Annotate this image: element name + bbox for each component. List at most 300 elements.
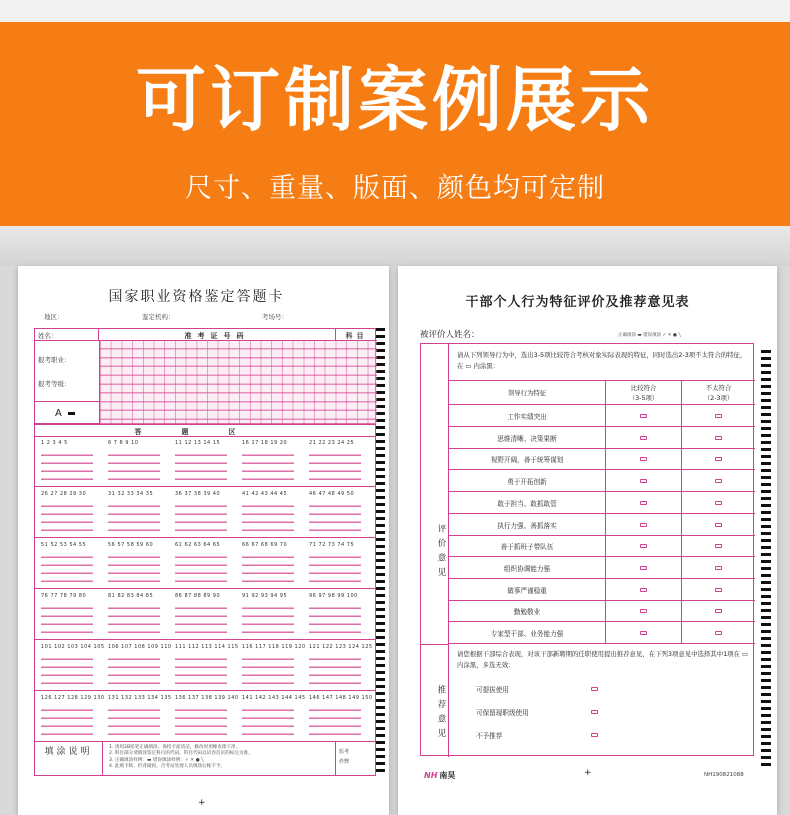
timing-mark [761, 630, 771, 633]
answer-bubbles[interactable] [242, 448, 294, 484]
ticket-number-bubbles [99, 341, 377, 425]
feature-label: 敢于担当、敢抓敢管 [497, 499, 557, 508]
timing-mark [761, 693, 771, 696]
timing-mark [375, 622, 385, 625]
question-numbers: 21 22 23 24 25 [309, 440, 355, 446]
answer-block [35, 488, 375, 538]
fit-cell [605, 514, 681, 536]
timing-mark [761, 763, 771, 766]
answer-area-label: 答题区 [35, 425, 375, 437]
agency-label: 鉴定机构： [142, 313, 175, 321]
feature-label: 勤勉敬业 [513, 608, 541, 617]
answer-block [35, 590, 375, 640]
question-numbers: 116 117 118 119 120 [242, 644, 306, 650]
fit-cell [605, 427, 681, 449]
timing-mark [375, 601, 385, 604]
timing-mark [375, 587, 385, 590]
timing-mark [761, 441, 771, 444]
timing-mark [375, 461, 385, 464]
banner-subtitle: 尺寸、重量、版面、颜色均可定制 [185, 173, 605, 204]
answer-bubbles[interactable] [41, 652, 93, 688]
question-numbers: 46 47 48 49 50 [309, 491, 355, 497]
question-group [108, 440, 160, 484]
timing-mark [375, 454, 385, 457]
answer-bubbles[interactable] [175, 652, 227, 688]
question-group [108, 593, 160, 637]
timing-mark [761, 525, 771, 528]
timing-mark [375, 727, 385, 730]
question-group [242, 440, 294, 484]
timing-mark [375, 468, 385, 471]
name-label: 姓名： [35, 329, 99, 341]
fit-bubble[interactable] [640, 566, 647, 570]
question-numbers: 141 142 143 144 145 [242, 695, 306, 701]
unfit-cell [681, 492, 755, 514]
fit-bubble[interactable] [640, 457, 647, 461]
room-label: 考场号： [262, 313, 288, 321]
timing-mark [375, 496, 385, 499]
feature-row [449, 557, 755, 579]
background-gap [0, 226, 790, 266]
timing-mark [375, 510, 385, 513]
timing-mark [375, 685, 385, 688]
register-mark: + [198, 798, 206, 808]
timing-mark [375, 573, 385, 576]
unfit-bubble[interactable] [715, 544, 722, 548]
timing-mark [761, 378, 771, 381]
timing-mark [375, 650, 385, 653]
timing-mark [761, 651, 771, 654]
rec-side-label: 推荐意见 [421, 644, 449, 757]
answer-block [35, 641, 375, 691]
answer-bubbles[interactable] [309, 550, 361, 586]
question-numbers: 51 52 53 54 55 [41, 542, 87, 548]
question-numbers: 96 97 98 99 100 [309, 593, 358, 599]
feature-label: 视野开阔，善于统筹谋划 [490, 456, 564, 465]
answer-bubbles[interactable] [175, 550, 227, 586]
question-group [175, 644, 239, 688]
question-group [108, 644, 172, 688]
timing-mark [761, 749, 771, 752]
question-numbers: 111 112 113 114 115 [175, 644, 239, 650]
banner-title: 可订制案例展示 [136, 59, 654, 141]
question-numbers: 106 107 108 109 110 [108, 644, 172, 650]
answer-bubbles[interactable] [108, 601, 160, 637]
question-numbers: 76 77 78 79 80 [41, 593, 87, 599]
question-numbers: 146 147 148 149 150 [309, 695, 373, 701]
timing-mark [375, 433, 385, 436]
unfit-bubble[interactable] [715, 588, 722, 592]
timing-mark [375, 734, 385, 737]
unfit-bubble[interactable] [715, 457, 722, 461]
timing-mark [375, 489, 385, 492]
timing-mark [375, 552, 385, 555]
unfit-cell [681, 514, 755, 536]
timing-mark [375, 531, 385, 534]
timing-mark [761, 588, 771, 591]
fit-cell [605, 448, 681, 470]
question-numbers: 41 42 43 44 45 [242, 491, 288, 497]
fit-bubble[interactable] [640, 609, 647, 613]
feature-label: 组织协调能力强 [503, 564, 551, 573]
unfit-cell [681, 622, 755, 644]
register-mark-right: + [584, 768, 592, 778]
answer-bubbles[interactable] [242, 601, 294, 637]
question-group [309, 644, 373, 688]
question-group [309, 542, 361, 586]
question-group [242, 542, 294, 586]
timing-mark [375, 475, 385, 478]
timing-mark [761, 700, 771, 703]
form-type: A [55, 408, 75, 419]
answer-bubbles[interactable] [108, 499, 160, 535]
timing-mark [375, 713, 385, 716]
timing-mark [375, 447, 385, 450]
timing-mark [761, 658, 771, 661]
answer-bubbles[interactable] [41, 499, 93, 535]
answer-bubbles[interactable] [242, 499, 294, 535]
answer-bubbles[interactable] [309, 601, 361, 637]
answer-bubbles[interactable] [242, 652, 294, 688]
question-numbers: 31 32 33 34 35 [108, 491, 154, 497]
fit-cell [605, 405, 681, 427]
question-group [41, 695, 105, 739]
question-numbers: 16 17 18 19 20 [242, 440, 288, 446]
banner-top-strip [0, 0, 790, 22]
timing-mark [761, 560, 771, 563]
question-group [242, 491, 294, 535]
answer-bubbles[interactable] [309, 499, 361, 535]
fit-bubble[interactable] [640, 479, 647, 483]
answer-area [34, 424, 376, 742]
feature-label: 执行力强、善抓落实 [497, 521, 557, 530]
answer-bubbles[interactable] [108, 550, 160, 586]
feature-label: 善于抓班子带队伍 [500, 543, 554, 552]
unfit-cell [681, 427, 755, 449]
unfit-cell [681, 579, 755, 601]
question-numbers: 36 37 38 39 40 [175, 491, 221, 497]
question-numbers: 66 67 68 69 70 [242, 542, 288, 548]
timing-mark [761, 595, 771, 598]
timing-mark [375, 517, 385, 520]
question-numbers: 71 72 73 74 75 [309, 542, 355, 548]
timing-mark [761, 350, 771, 353]
feature-row [449, 535, 755, 557]
unfit-cell [681, 470, 755, 492]
answer-bubbles[interactable] [41, 601, 93, 637]
question-group [108, 695, 172, 739]
brand-logo: NH 南昊 [424, 771, 456, 780]
question-numbers: 6 7 8 9 10 [108, 440, 139, 446]
timing-mark [375, 580, 385, 583]
answer-bubbles[interactable] [309, 703, 361, 739]
timing-mark [761, 497, 771, 500]
answer-sheet-left [18, 266, 389, 815]
timing-mark [761, 602, 771, 605]
timing-mark [375, 706, 385, 709]
answer-bubbles[interactable] [41, 448, 93, 484]
timing-mark [761, 420, 771, 423]
answer-block [35, 437, 375, 487]
rec-option-promote-bubble[interactable] [591, 687, 598, 691]
timing-mark [375, 524, 385, 527]
level-label: 报考等级： [38, 380, 71, 388]
rec-option-reject: 不予推荐 [476, 732, 503, 740]
col-feature: 领导行为特征 [449, 380, 605, 405]
form-type-mark [68, 412, 75, 415]
fit-cell [605, 579, 681, 601]
question-group [41, 542, 93, 586]
timing-mark [761, 511, 771, 514]
unfit-cell [681, 600, 755, 622]
timing-mark [375, 566, 385, 569]
answer-bubbles[interactable] [175, 448, 227, 484]
unfit-cell [681, 557, 755, 579]
timing-mark [375, 538, 385, 541]
feature-label: 工作实绩突出 [507, 413, 547, 421]
timing-mark [375, 643, 385, 646]
timing-mark [375, 629, 385, 632]
timing-mark [761, 756, 771, 759]
question-group [242, 644, 306, 688]
answer-block [35, 692, 375, 742]
question-group [41, 491, 93, 535]
timing-mark [375, 559, 385, 562]
answer-bubbles[interactable] [309, 652, 361, 688]
right-sheet-title: 干部个人行为特征评价及推荐意见表 [465, 295, 690, 310]
answer-bubbles[interactable] [41, 703, 93, 739]
eval-instruction: 请从下列领导行为中，选出3-5项比较符合考核对象实际表现的特征，同时选出2-3项不太符合的特征，在 ▭ 内涂黑： [457, 351, 747, 370]
timing-mark [375, 720, 385, 723]
timing-mark [761, 728, 771, 731]
timing-mark [761, 371, 771, 374]
timing-mark [761, 364, 771, 367]
question-group [242, 593, 294, 637]
question-group [41, 644, 105, 688]
candidate-info-grid [34, 328, 376, 424]
feature-row [449, 622, 755, 644]
question-group [309, 593, 361, 637]
rec-option-retain: 可保留现职级使用 [476, 709, 529, 717]
ticket-number-label: 准考证号码 [99, 329, 335, 341]
feature-row [449, 514, 755, 536]
unfit-cell [681, 535, 755, 557]
answer-bubbles[interactable] [175, 601, 227, 637]
timing-mark [375, 440, 385, 443]
timing-mark [761, 392, 771, 395]
question-group [108, 491, 160, 535]
unfit-cell [681, 405, 755, 427]
question-numbers: 26 27 28 29 30 [41, 491, 87, 497]
sheet-code: NH190821088 [704, 772, 744, 778]
timing-mark [761, 714, 771, 717]
rec-option-reject-bubble[interactable] [591, 733, 598, 737]
fill-legend: 正确填涂 ▬ 错误填涂 ✓ ✕ ● ╲ [618, 333, 682, 338]
feature-row [449, 448, 755, 470]
timing-mark [375, 503, 385, 506]
fill-instructions-label: 填涂说明 [35, 742, 103, 776]
answer-bubbles[interactable] [108, 448, 160, 484]
timing-mark [761, 483, 771, 486]
timing-mark [375, 545, 385, 548]
timing-mark [761, 707, 771, 710]
fill-instructions-text: 1. 请用2B铅笔正确填涂，保持卡面清洁，修改时用橡皮擦干净。 2. 科目部分请填涂鉴定科目的代码，科目代码以试卷首页的标注为准。 3. 正确填涂样例：▬ 错误填涂样例：✓ ✕ ● ╲ 4. 此填卡缺、折背破损，否考站处理人员填涂后帐不予。 [109, 745, 253, 769]
timing-mark [375, 615, 385, 618]
fit-bubble[interactable] [640, 414, 647, 418]
fit-cell [605, 557, 681, 579]
question-numbers: 11 12 13 14 15 [175, 440, 221, 446]
answer-bubbles[interactable] [175, 499, 227, 535]
feature-row [449, 427, 755, 449]
answer-bubbles[interactable] [41, 550, 93, 586]
question-numbers: 91 92 93 94 95 [242, 593, 288, 599]
feature-label: 专家型干部、业务能力强 [490, 630, 564, 638]
left-sheet-title: 国家职业资格鉴定答题卡 [108, 289, 285, 305]
subject-label: 科目 [335, 329, 377, 341]
timing-mark [761, 686, 771, 689]
fit-cell [605, 600, 681, 622]
question-group [175, 440, 227, 484]
timing-mark [375, 657, 385, 660]
timing-mark [761, 413, 771, 416]
answer-bubbles[interactable] [242, 703, 294, 739]
answer-bubbles[interactable] [242, 550, 294, 586]
timing-mark [761, 539, 771, 542]
question-numbers: 81 82 83 84 85 [108, 593, 154, 599]
question-group [309, 695, 373, 739]
timing-mark [761, 735, 771, 738]
feature-row [449, 492, 755, 514]
timing-mark [761, 672, 771, 675]
timing-mark [761, 399, 771, 402]
timing-mark [761, 665, 771, 668]
fit-bubble[interactable] [640, 436, 647, 440]
answer-bubbles[interactable] [108, 703, 160, 739]
rec-option-promote: 可提拔使用 [476, 686, 509, 694]
fit-bubble[interactable] [640, 501, 647, 505]
col-unfit: 不太符合 （2-3项） [681, 380, 755, 405]
timing-mark [761, 567, 771, 570]
timing-mark [761, 742, 771, 745]
feature-row [449, 405, 755, 427]
question-group [309, 491, 361, 535]
timing-mark [761, 469, 771, 472]
fit-cell [605, 492, 681, 514]
timing-mark [761, 434, 771, 437]
feature-row [449, 600, 755, 622]
timing-mark [761, 553, 771, 556]
instructions-footer [34, 742, 376, 776]
banner [0, 22, 790, 226]
question-group [108, 542, 160, 586]
question-numbers: 126 127 128 129 130 [41, 695, 105, 701]
proctor-box: 监考 作弊 [335, 742, 377, 776]
question-group [175, 593, 227, 637]
fit-cell [605, 622, 681, 644]
fit-cell [605, 470, 681, 492]
question-numbers: 121 122 123 124 125 [309, 644, 373, 650]
unfit-bubble[interactable] [715, 501, 722, 505]
unfit-bubble[interactable] [715, 479, 722, 483]
fit-bubble[interactable] [640, 631, 647, 635]
answer-bubbles[interactable] [108, 652, 160, 688]
evaluation-table [420, 343, 754, 756]
timing-mark [375, 664, 385, 667]
timing-mark [761, 448, 771, 451]
fit-cell [605, 535, 681, 557]
fit-bubble[interactable] [640, 544, 647, 548]
unfit-cell [681, 448, 755, 470]
job-label: 报考职业： [38, 356, 71, 364]
evaluatee-label: 被评价人姓名： [420, 330, 480, 340]
question-group [309, 440, 361, 484]
timing-mark [375, 678, 385, 681]
answer-bubbles[interactable] [175, 703, 227, 739]
unfit-bubble[interactable] [715, 631, 722, 635]
timing-mark [761, 406, 771, 409]
region-label: 地区： [44, 313, 64, 321]
unfit-bubble[interactable] [715, 414, 722, 418]
timing-mark [761, 574, 771, 577]
evaluation-sheet-right [398, 266, 777, 815]
timing-mark [761, 357, 771, 360]
timing-mark [761, 609, 771, 612]
timing-mark [761, 476, 771, 479]
rec-option-retain-bubble[interactable] [591, 710, 598, 714]
question-group [242, 695, 306, 739]
left-sheet-info [42, 312, 371, 322]
eval-side-label: 评价意见 [421, 344, 449, 644]
timing-mark [761, 462, 771, 465]
timing-mark [761, 518, 771, 521]
feature-label: 勇于开拓创新 [507, 478, 547, 487]
timing-mark [761, 455, 771, 458]
question-group [175, 491, 227, 535]
timing-mark [761, 385, 771, 388]
timing-mark [761, 504, 771, 507]
question-numbers: 61 62 63 64 65 [175, 542, 221, 548]
unfit-bubble[interactable] [715, 523, 722, 527]
timing-mark [761, 616, 771, 619]
timing-mark [375, 482, 385, 485]
question-group [175, 695, 239, 739]
timing-mark [761, 644, 771, 647]
unfit-bubble[interactable] [715, 436, 722, 440]
rec-instruction: 请您根据干部综合表现，对该干部新聘期的任职使用提出推荐意见，在下列3项意见中选择其中1项在 ▭ 内涂黑，多选无效： [457, 650, 748, 669]
fit-bubble[interactable] [640, 523, 647, 527]
question-group [41, 440, 93, 484]
timing-mark [375, 608, 385, 611]
unfit-bubble[interactable] [715, 566, 722, 570]
timing-mark [375, 699, 385, 702]
question-numbers: 131 132 133 134 135 [108, 695, 172, 701]
timing-mark [761, 490, 771, 493]
fit-bubble[interactable] [640, 588, 647, 592]
timing-mark [761, 679, 771, 682]
col-fit: 比较符合 （3-5项） [605, 380, 681, 405]
feature-row [449, 579, 755, 601]
question-numbers: 136 137 138 139 140 [175, 695, 239, 701]
timing-mark [761, 637, 771, 640]
unfit-bubble[interactable] [715, 609, 722, 613]
question-numbers: 1 2 3 4 5 [41, 440, 68, 446]
feature-label: 做事严谨稳重 [507, 586, 547, 595]
timing-mark [375, 594, 385, 597]
timing-mark [761, 721, 771, 724]
feature-label: 思维清晰、决策果断 [497, 434, 557, 443]
answer-bubbles[interactable] [309, 448, 361, 484]
feature-row [449, 470, 755, 492]
